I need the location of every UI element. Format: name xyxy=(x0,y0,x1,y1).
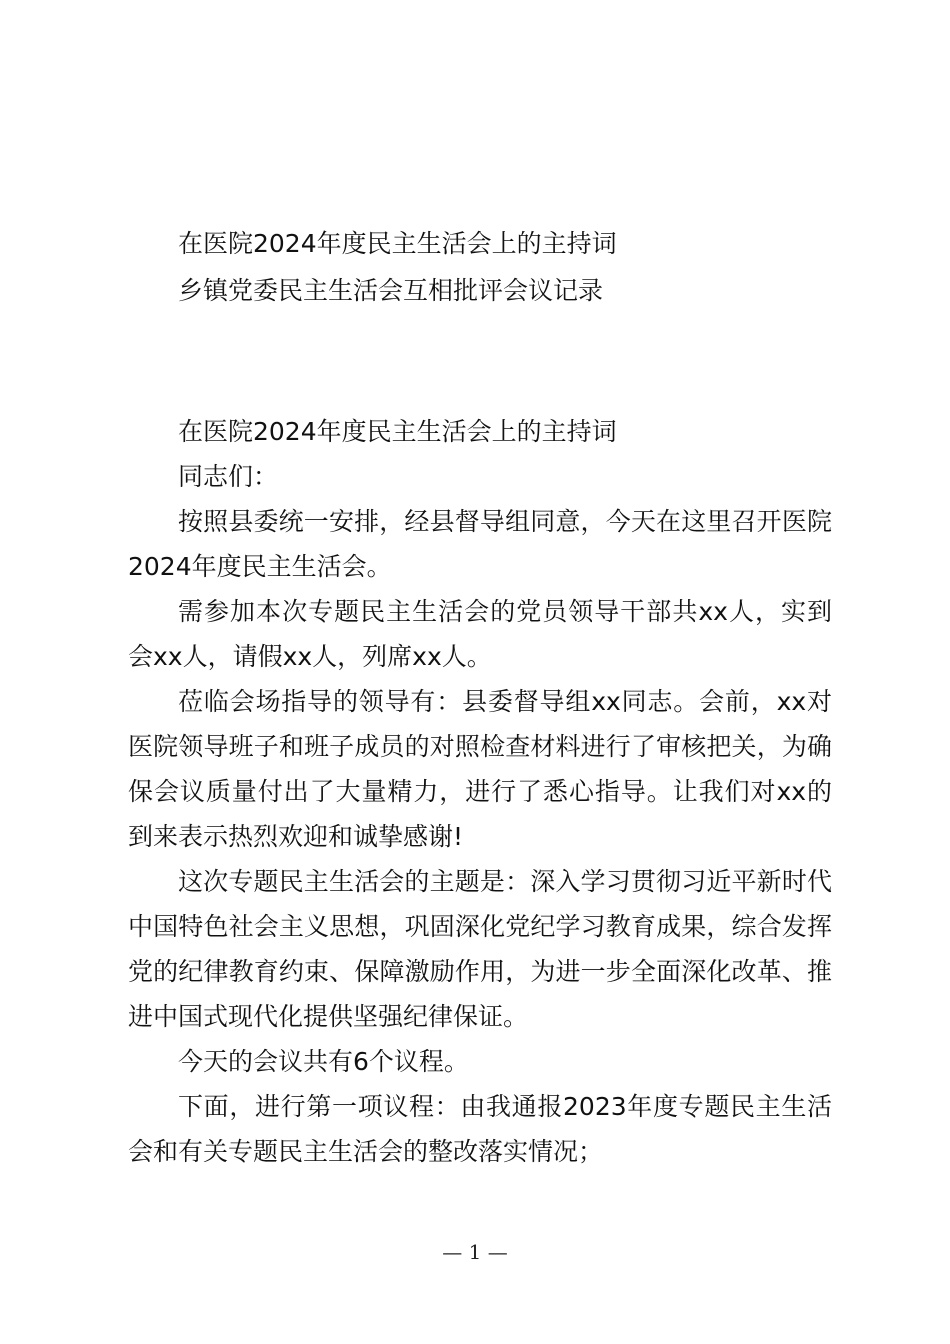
toc-item-2: 乡镇党委民主生活会互相批评会议记录 xyxy=(178,276,604,305)
toc-item-1: 在医院2024年度民主生活会上的主持词 xyxy=(178,229,617,258)
paragraph-3: 莅临会场指导的领导有：县委督导组xx同志。会前，xx对医院领导班子和班子成员的对照检查材料进行了审核把关，为确保会议质量付出了大量精力，进行了悉心指导。让我们对xx的到来表示热烈欢迎和诚挚感谢! xyxy=(128,687,832,851)
paragraph-1: 按照县委统一安排，经县督导组同意，今天在这里召开医院2024年度民主生活会。 xyxy=(128,507,832,581)
salutation: 同志们： xyxy=(178,462,279,491)
page-number: — 1 — xyxy=(442,1240,508,1264)
paragraph-5: 今天的会议共有6个议程。 xyxy=(178,1047,469,1076)
document-title: 在医院2024年度民主生活会上的主持词 xyxy=(178,417,617,446)
paragraph-6: 下面，进行第一项议程：由我通报2023年度专题民主生活会和有关专题民主生活会的整改落实情况； xyxy=(128,1092,832,1166)
document-body xyxy=(128,409,832,1174)
paragraph-2: 需参加本次专题民主生活会的党员领导干部共xx人，实到会xx人，请假xx人，列席xx人。 xyxy=(128,597,832,671)
paragraph-4: 这次专题民主生活会的主题是：深入学习贯彻习近平新时代中国特色社会主义思想，巩固深化党纪学习教育成果，综合发挥党的纪律教育约束、保障激励作用，为进一步全面深化改革、推进中国式现代化提供坚强纪律保证。 xyxy=(128,867,832,1031)
